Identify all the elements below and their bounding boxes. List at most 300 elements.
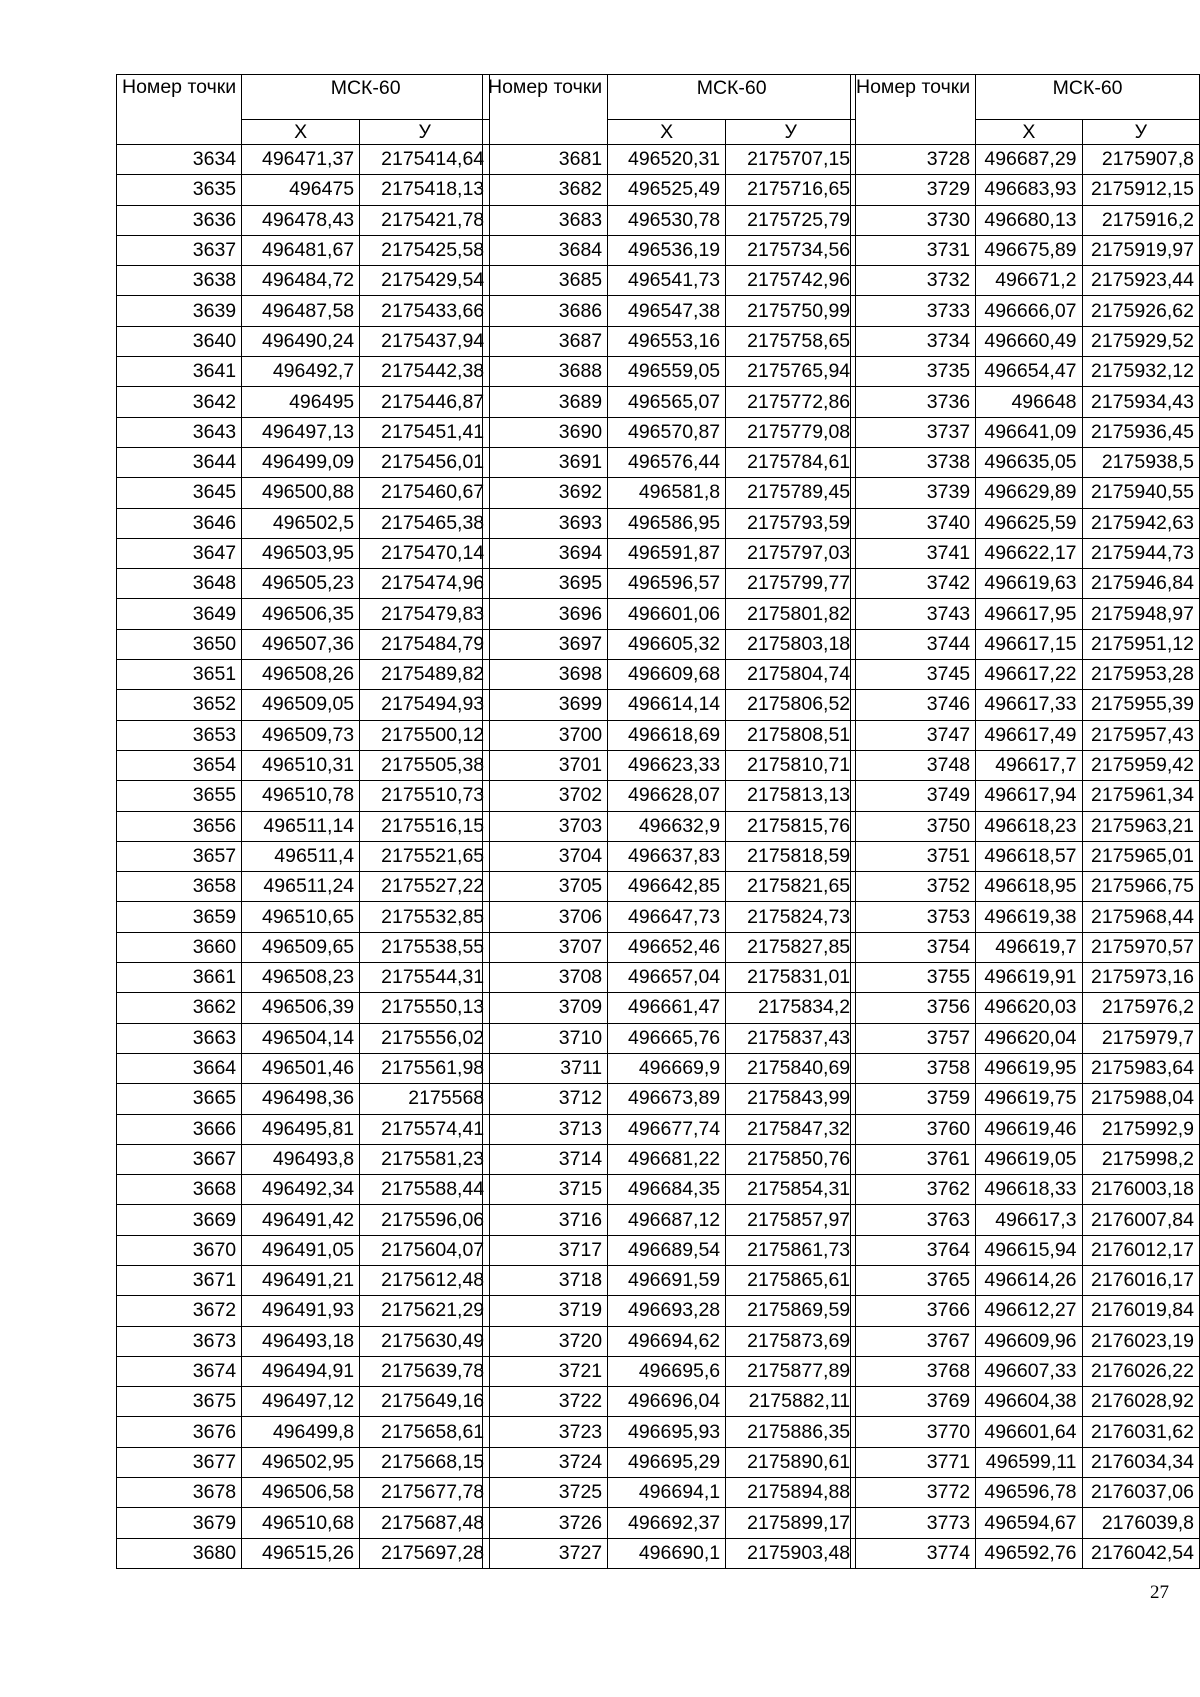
table-row <box>117 1235 490 1265</box>
table-row <box>483 1326 856 1356</box>
y-coordinate-cell: 2175561,98 <box>360 1053 490 1083</box>
y-coordinate-cell: 2175516,15 <box>360 811 490 841</box>
table-row <box>483 750 856 780</box>
table-row <box>117 1053 490 1083</box>
x-coordinate-cell: 496604,38 <box>976 1387 1082 1417</box>
point-number-cell: 3678 <box>117 1478 242 1508</box>
x-coordinate-cell: 496505,23 <box>242 569 360 599</box>
table-row <box>851 145 1200 175</box>
y-coordinate-cell: 2176037,06 <box>1082 1478 1199 1508</box>
point-number-cell: 3741 <box>851 538 976 568</box>
point-number-cell: 3714 <box>483 1144 608 1174</box>
table-row <box>851 1084 1200 1114</box>
table-row <box>851 720 1200 750</box>
y-coordinate-cell: 2175479,83 <box>360 599 490 629</box>
y-coordinate-cell: 2176028,92 <box>1082 1387 1199 1417</box>
y-coordinate-cell: 2175568 <box>360 1084 490 1114</box>
y-coordinate-cell: 2175574,41 <box>360 1114 490 1144</box>
y-coordinate-cell: 2175697,28 <box>360 1538 490 1568</box>
point-number-cell: 3638 <box>117 266 242 296</box>
y-coordinate-cell: 2175865,61 <box>726 1265 856 1295</box>
x-column-header: Х <box>976 120 1082 145</box>
x-coordinate-cell: 496487,58 <box>242 296 360 326</box>
point-number-cell: 3708 <box>483 963 608 993</box>
y-coordinate-cell: 2175936,45 <box>1082 417 1199 447</box>
y-coordinate-cell: 2175827,85 <box>726 932 856 962</box>
x-coordinate-cell: 496619,63 <box>976 569 1082 599</box>
table-row <box>483 872 856 902</box>
table-row <box>483 508 856 538</box>
y-coordinate-cell: 2175429,54 <box>360 266 490 296</box>
point-number-cell: 3657 <box>117 841 242 871</box>
table-row <box>851 841 1200 871</box>
y-coordinate-cell: 2175963,21 <box>1082 811 1199 841</box>
x-coordinate-cell: 496687,12 <box>608 1205 726 1235</box>
table-row <box>117 629 490 659</box>
x-coordinate-cell: 496592,76 <box>976 1538 1082 1568</box>
point-number-cell: 3668 <box>117 1175 242 1205</box>
x-coordinate-cell: 496671,2 <box>976 266 1082 296</box>
x-coordinate-cell: 496506,39 <box>242 993 360 1023</box>
point-number-cell: 3682 <box>483 175 608 205</box>
y-coordinate-cell: 2175532,85 <box>360 902 490 932</box>
x-coordinate-cell: 496622,17 <box>976 538 1082 568</box>
point-number-cell: 3773 <box>851 1508 976 1538</box>
y-coordinate-cell: 2175998,2 <box>1082 1144 1199 1174</box>
y-coordinate-cell: 2175894,88 <box>726 1478 856 1508</box>
table-row <box>117 1296 490 1326</box>
y-coordinate-cell: 2176034,34 <box>1082 1447 1199 1477</box>
table-row <box>851 417 1200 447</box>
point-number-cell: 3723 <box>483 1417 608 1447</box>
table-row <box>117 1356 490 1386</box>
x-coordinate-cell: 496471,37 <box>242 145 360 175</box>
point-number-cell: 3700 <box>483 720 608 750</box>
x-coordinate-cell: 496491,05 <box>242 1235 360 1265</box>
x-coordinate-cell: 496695,6 <box>608 1356 726 1386</box>
y-coordinate-cell: 2175815,76 <box>726 811 856 841</box>
y-coordinate-cell: 2175687,48 <box>360 1508 490 1538</box>
x-coordinate-cell: 496559,05 <box>608 357 726 387</box>
x-coordinate-cell: 496547,38 <box>608 296 726 326</box>
table-row <box>117 205 490 235</box>
table-row <box>483 1084 856 1114</box>
y-column-header: У <box>726 120 856 145</box>
point-number-header: Номер точки <box>483 75 608 145</box>
point-number-cell: 3696 <box>483 599 608 629</box>
point-number-cell: 3726 <box>483 1508 608 1538</box>
table-row <box>851 508 1200 538</box>
y-coordinate-cell: 2175470,14 <box>360 538 490 568</box>
y-coordinate-cell: 2175965,01 <box>1082 841 1199 871</box>
y-coordinate-cell: 2175765,94 <box>726 357 856 387</box>
table-row <box>483 932 856 962</box>
point-number-cell: 3716 <box>483 1205 608 1235</box>
x-coordinate-cell: 496619,95 <box>976 1053 1082 1083</box>
table-row <box>851 326 1200 356</box>
table-row <box>851 1508 1200 1538</box>
y-coordinate-cell: 2175421,78 <box>360 205 490 235</box>
y-column-header: У <box>1082 120 1199 145</box>
table-body <box>851 145 1200 1569</box>
point-number-cell: 3634 <box>117 145 242 175</box>
table-row <box>851 660 1200 690</box>
table-row <box>851 1447 1200 1477</box>
x-coordinate-cell: 496618,33 <box>976 1175 1082 1205</box>
table-row <box>851 296 1200 326</box>
point-number-cell: 3770 <box>851 1417 976 1447</box>
x-coordinate-cell: 496506,58 <box>242 1478 360 1508</box>
x-coordinate-cell: 496493,8 <box>242 1144 360 1174</box>
table-row <box>483 1205 856 1235</box>
point-number-cell: 3750 <box>851 811 976 841</box>
x-coordinate-cell: 496491,42 <box>242 1205 360 1235</box>
table-row <box>483 447 856 477</box>
table-row <box>117 1447 490 1477</box>
y-coordinate-cell: 2175677,78 <box>360 1478 490 1508</box>
x-coordinate-cell: 496481,67 <box>242 235 360 265</box>
point-number-cell: 3758 <box>851 1053 976 1083</box>
y-coordinate-cell: 2175961,34 <box>1082 781 1199 811</box>
table-row <box>851 1387 1200 1417</box>
table-row <box>851 1265 1200 1295</box>
table-row <box>483 569 856 599</box>
point-number-cell: 3673 <box>117 1326 242 1356</box>
y-coordinate-cell: 2175831,01 <box>726 963 856 993</box>
table-row <box>851 357 1200 387</box>
point-number-cell: 3684 <box>483 235 608 265</box>
point-number-cell: 3685 <box>483 266 608 296</box>
x-coordinate-cell: 496503,95 <box>242 538 360 568</box>
point-number-cell: 3756 <box>851 993 976 1023</box>
x-coordinate-cell: 496669,9 <box>608 1053 726 1083</box>
table-row <box>117 538 490 568</box>
x-coordinate-cell: 496617,7 <box>976 750 1082 780</box>
point-number-cell: 3709 <box>483 993 608 1023</box>
y-coordinate-cell: 2176042,54 <box>1082 1538 1199 1568</box>
x-coordinate-cell: 496629,89 <box>976 478 1082 508</box>
y-coordinate-cell: 2175494,93 <box>360 690 490 720</box>
x-coordinate-cell: 496504,14 <box>242 1023 360 1053</box>
point-number-cell: 3645 <box>117 478 242 508</box>
y-coordinate-cell: 2175505,38 <box>360 750 490 780</box>
point-number-cell: 3720 <box>483 1326 608 1356</box>
table-row <box>483 417 856 447</box>
point-number-cell: 3663 <box>117 1023 242 1053</box>
x-coordinate-cell: 496618,23 <box>976 811 1082 841</box>
y-coordinate-cell: 2175810,71 <box>726 750 856 780</box>
table-row <box>483 538 856 568</box>
table-row <box>117 447 490 477</box>
coordinate-system-header: МСК-60 <box>242 75 490 120</box>
table-row <box>117 811 490 841</box>
x-coordinate-cell: 496687,29 <box>976 145 1082 175</box>
table-row <box>483 326 856 356</box>
point-number-cell: 3763 <box>851 1205 976 1235</box>
y-coordinate-cell: 2175793,59 <box>726 508 856 538</box>
table-row <box>117 145 490 175</box>
x-coordinate-cell: 496692,37 <box>608 1508 726 1538</box>
x-coordinate-cell: 496596,78 <box>976 1478 1082 1508</box>
table-row <box>483 205 856 235</box>
table-row <box>851 1296 1200 1326</box>
point-number-cell: 3730 <box>851 205 976 235</box>
y-coordinate-cell: 2175649,16 <box>360 1387 490 1417</box>
x-column-header: Х <box>242 120 360 145</box>
table-row <box>117 599 490 629</box>
y-coordinate-cell: 2175932,12 <box>1082 357 1199 387</box>
table-row <box>117 1205 490 1235</box>
y-coordinate-cell: 2175425,58 <box>360 235 490 265</box>
point-number-cell: 3697 <box>483 629 608 659</box>
point-number-cell: 3755 <box>851 963 976 993</box>
point-number-cell: 3715 <box>483 1175 608 1205</box>
y-coordinate-cell: 2175658,61 <box>360 1417 490 1447</box>
x-coordinate-cell: 496491,21 <box>242 1265 360 1295</box>
x-coordinate-cell: 496493,18 <box>242 1326 360 1356</box>
table-row <box>851 902 1200 932</box>
y-coordinate-cell: 2175919,97 <box>1082 235 1199 265</box>
point-number-cell: 3740 <box>851 508 976 538</box>
x-coordinate-cell: 496502,95 <box>242 1447 360 1477</box>
x-coordinate-cell: 496565,07 <box>608 387 726 417</box>
table-row <box>851 750 1200 780</box>
y-coordinate-cell: 2175953,28 <box>1082 660 1199 690</box>
x-coordinate-cell: 496494,91 <box>242 1356 360 1386</box>
x-coordinate-cell: 496694,62 <box>608 1326 726 1356</box>
point-number-cell: 3746 <box>851 690 976 720</box>
table-row <box>851 1114 1200 1144</box>
point-number-cell: 3759 <box>851 1084 976 1114</box>
point-number-cell: 3667 <box>117 1144 242 1174</box>
table-row <box>851 175 1200 205</box>
table-row <box>483 1235 856 1265</box>
table-row <box>117 963 490 993</box>
table-row <box>851 963 1200 993</box>
point-number-cell: 3729 <box>851 175 976 205</box>
y-coordinate-cell: 2175465,38 <box>360 508 490 538</box>
point-number-cell: 3717 <box>483 1235 608 1265</box>
y-coordinate-cell: 2176026,22 <box>1082 1356 1199 1386</box>
table-row <box>851 1175 1200 1205</box>
point-number-cell: 3635 <box>117 175 242 205</box>
x-coordinate-cell: 496530,78 <box>608 205 726 235</box>
y-coordinate-cell: 2175630,49 <box>360 1326 490 1356</box>
x-coordinate-cell: 496599,11 <box>976 1447 1082 1477</box>
point-number-cell: 3724 <box>483 1447 608 1477</box>
point-number-cell: 3690 <box>483 417 608 447</box>
x-coordinate-cell: 496601,64 <box>976 1417 1082 1447</box>
point-number-cell: 3732 <box>851 266 976 296</box>
x-coordinate-cell: 496541,73 <box>608 266 726 296</box>
y-coordinate-cell: 2176031,62 <box>1082 1417 1199 1447</box>
table-row <box>117 569 490 599</box>
x-coordinate-cell: 496498,36 <box>242 1084 360 1114</box>
point-number-cell: 3695 <box>483 569 608 599</box>
y-coordinate-cell: 2175951,12 <box>1082 629 1199 659</box>
table-row <box>851 993 1200 1023</box>
point-number-cell: 3765 <box>851 1265 976 1295</box>
table-row <box>851 1326 1200 1356</box>
table-row <box>483 1538 856 1568</box>
x-coordinate-cell: 496652,46 <box>608 932 726 962</box>
point-number-cell: 3699 <box>483 690 608 720</box>
y-coordinate-cell: 2175806,52 <box>726 690 856 720</box>
table-row <box>851 872 1200 902</box>
x-coordinate-cell: 496632,9 <box>608 811 726 841</box>
coordinates-table-3 <box>850 74 1200 1569</box>
point-number-cell: 3641 <box>117 357 242 387</box>
x-coordinate-cell: 496478,43 <box>242 205 360 235</box>
point-number-cell: 3687 <box>483 326 608 356</box>
table-row <box>483 690 856 720</box>
point-number-cell: 3764 <box>851 1235 976 1265</box>
table-row <box>483 357 856 387</box>
point-number-cell: 3702 <box>483 781 608 811</box>
table-row <box>483 902 856 932</box>
y-coordinate-cell: 2175797,03 <box>726 538 856 568</box>
y-coordinate-cell: 2175903,48 <box>726 1538 856 1568</box>
table-row <box>117 1478 490 1508</box>
table-row <box>117 1387 490 1417</box>
y-coordinate-cell: 2175854,31 <box>726 1175 856 1205</box>
x-coordinate-cell: 496665,76 <box>608 1023 726 1053</box>
table-row <box>117 478 490 508</box>
point-number-cell: 3639 <box>117 296 242 326</box>
y-coordinate-cell: 2175772,86 <box>726 387 856 417</box>
y-coordinate-cell: 2175734,56 <box>726 235 856 265</box>
point-number-cell: 3642 <box>117 387 242 417</box>
point-number-cell: 3713 <box>483 1114 608 1144</box>
y-coordinate-cell: 2175818,59 <box>726 841 856 871</box>
table-row <box>483 781 856 811</box>
x-coordinate-cell: 496508,23 <box>242 963 360 993</box>
x-coordinate-cell: 496499,09 <box>242 447 360 477</box>
point-number-cell: 3761 <box>851 1144 976 1174</box>
table-row <box>483 1356 856 1386</box>
y-coordinate-cell: 2175544,31 <box>360 963 490 993</box>
table-row <box>851 1538 1200 1568</box>
x-coordinate-cell: 496619,7 <box>976 932 1082 962</box>
point-number-cell: 3731 <box>851 235 976 265</box>
y-coordinate-cell: 2175758,65 <box>726 326 856 356</box>
table-row <box>117 690 490 720</box>
point-number-cell: 3701 <box>483 750 608 780</box>
x-coordinate-cell: 496497,12 <box>242 1387 360 1417</box>
x-coordinate-cell: 496502,5 <box>242 508 360 538</box>
table-row <box>117 1417 490 1447</box>
y-coordinate-cell: 2175837,43 <box>726 1023 856 1053</box>
table-row <box>483 1114 856 1144</box>
x-coordinate-cell: 496497,13 <box>242 417 360 447</box>
y-coordinate-cell: 2175538,55 <box>360 932 490 962</box>
y-coordinate-cell: 2175725,79 <box>726 205 856 235</box>
x-coordinate-cell: 496507,36 <box>242 629 360 659</box>
table-row <box>117 1114 490 1144</box>
x-coordinate-cell: 496594,67 <box>976 1508 1082 1538</box>
x-coordinate-cell: 496510,31 <box>242 750 360 780</box>
y-coordinate-cell: 2175847,32 <box>726 1114 856 1144</box>
y-coordinate-cell: 2175861,73 <box>726 1235 856 1265</box>
table-row <box>851 478 1200 508</box>
point-number-cell: 3727 <box>483 1538 608 1568</box>
table-row <box>851 1478 1200 1508</box>
x-coordinate-cell: 496581,8 <box>608 478 726 508</box>
y-coordinate-cell: 2175983,64 <box>1082 1053 1199 1083</box>
table-row <box>483 811 856 841</box>
table-row <box>117 1144 490 1174</box>
table-row <box>117 902 490 932</box>
x-coordinate-cell: 496536,19 <box>608 235 726 265</box>
y-coordinate-cell: 2175596,06 <box>360 1205 490 1235</box>
x-coordinate-cell: 496660,49 <box>976 326 1082 356</box>
point-number-cell: 3681 <box>483 145 608 175</box>
x-coordinate-cell: 496495,81 <box>242 1114 360 1144</box>
table-row <box>117 1175 490 1205</box>
point-number-cell: 3751 <box>851 841 976 871</box>
table-row <box>117 417 490 447</box>
table-row <box>851 1356 1200 1386</box>
point-number-cell: 3725 <box>483 1478 608 1508</box>
table-row <box>117 750 490 780</box>
x-coordinate-cell: 496492,34 <box>242 1175 360 1205</box>
x-coordinate-cell: 496696,04 <box>608 1387 726 1417</box>
x-coordinate-cell: 496509,05 <box>242 690 360 720</box>
point-number-cell: 3760 <box>851 1114 976 1144</box>
y-coordinate-cell: 2176016,17 <box>1082 1265 1199 1295</box>
x-coordinate-cell: 496614,14 <box>608 690 726 720</box>
point-number-cell: 3718 <box>483 1265 608 1295</box>
point-number-cell: 3706 <box>483 902 608 932</box>
y-coordinate-cell: 2175857,97 <box>726 1205 856 1235</box>
table-row <box>483 629 856 659</box>
y-coordinate-cell: 2175840,69 <box>726 1053 856 1083</box>
x-coordinate-cell: 496648 <box>976 387 1082 417</box>
point-number-cell: 3772 <box>851 1478 976 1508</box>
x-coordinate-cell: 496591,87 <box>608 538 726 568</box>
y-coordinate-cell: 2175550,13 <box>360 993 490 1023</box>
point-number-cell: 3771 <box>851 1447 976 1477</box>
coordinate-system-header: МСК-60 <box>608 75 856 120</box>
x-coordinate-cell: 496511,24 <box>242 872 360 902</box>
point-number-cell: 3655 <box>117 781 242 811</box>
table-row <box>117 296 490 326</box>
x-coordinate-cell: 496510,78 <box>242 781 360 811</box>
table-row <box>483 235 856 265</box>
y-coordinate-cell: 2175938,5 <box>1082 447 1199 477</box>
x-coordinate-cell: 496510,68 <box>242 1508 360 1538</box>
table-row <box>117 326 490 356</box>
point-number-cell: 3721 <box>483 1356 608 1386</box>
y-coordinate-cell: 2175446,87 <box>360 387 490 417</box>
y-coordinate-cell: 2175912,15 <box>1082 175 1199 205</box>
point-number-cell: 3692 <box>483 478 608 508</box>
y-coordinate-cell: 2175742,96 <box>726 266 856 296</box>
point-number-cell: 3665 <box>117 1084 242 1114</box>
y-coordinate-cell: 2175801,82 <box>726 599 856 629</box>
table-row <box>117 1084 490 1114</box>
table-row <box>483 993 856 1023</box>
point-number-cell: 3704 <box>483 841 608 871</box>
point-number-cell: 3674 <box>117 1356 242 1386</box>
y-coordinate-cell: 2175988,04 <box>1082 1084 1199 1114</box>
y-coordinate-cell: 2175934,43 <box>1082 387 1199 417</box>
y-coordinate-cell: 2175612,48 <box>360 1265 490 1295</box>
y-coordinate-cell: 2175955,39 <box>1082 690 1199 720</box>
x-coordinate-cell: 496695,29 <box>608 1447 726 1477</box>
x-coordinate-cell: 496499,8 <box>242 1417 360 1447</box>
y-coordinate-cell: 2176012,17 <box>1082 1235 1199 1265</box>
